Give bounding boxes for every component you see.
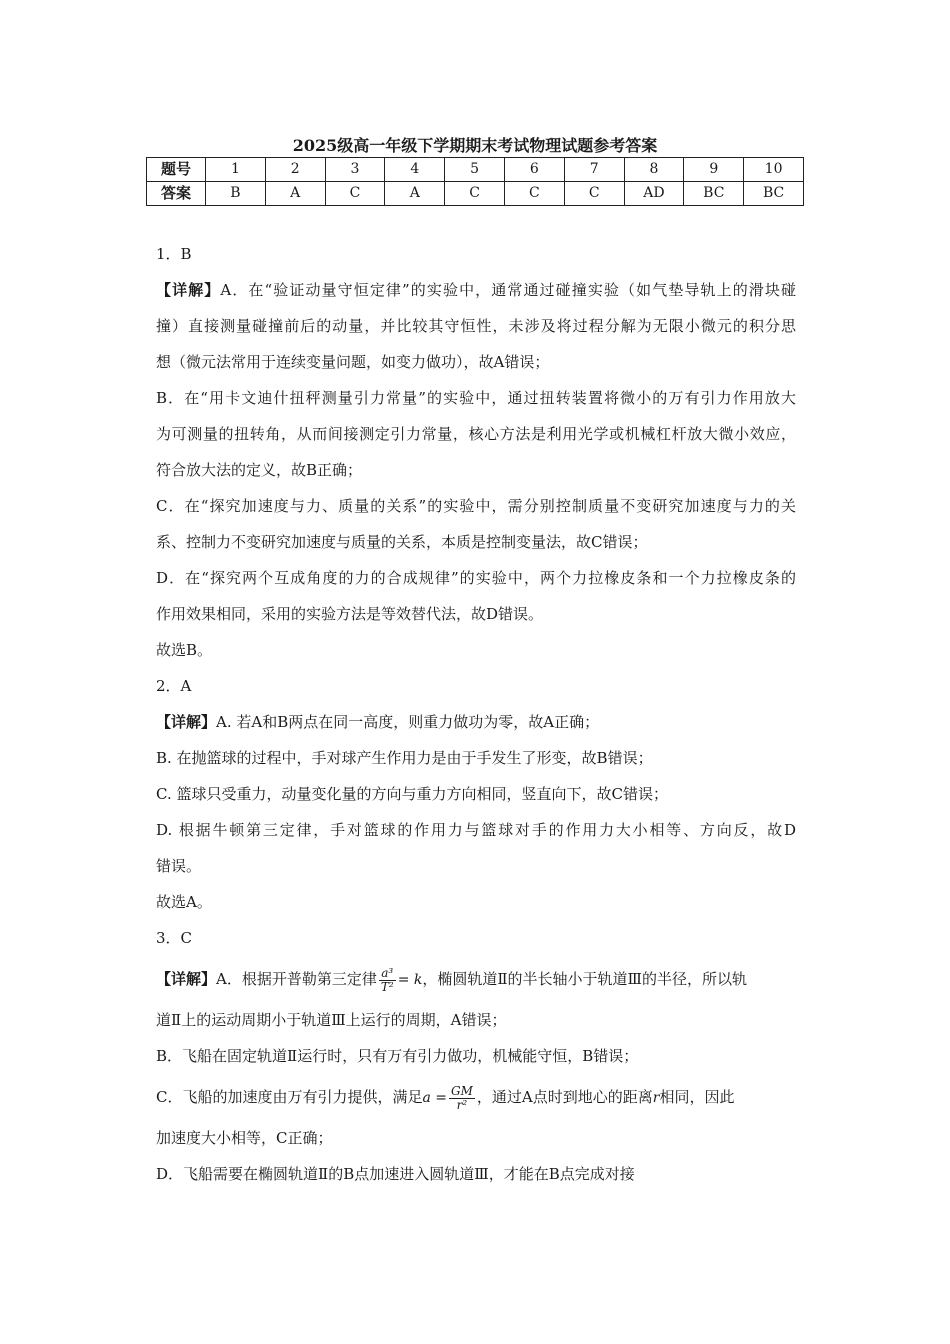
- accel-denominator: r²: [456, 1097, 468, 1112]
- accel-fraction: [449, 1085, 475, 1112]
- answer-table: [146, 157, 804, 206]
- question-number-cell: 8: [624, 158, 684, 182]
- answer-cell: B: [206, 182, 266, 206]
- accel-lhs: a =: [422, 1090, 448, 1106]
- q1-line-8: 系、控制力不变研究加速度与质量的关系，本质是控制变量法，故C错误；: [156, 533, 648, 551]
- page-title: 2025级高一年级下学期期末考试物理试题参考答案: [292, 136, 658, 155]
- q3-header: 3．C: [156, 929, 193, 947]
- q2-line-1: [156, 704, 796, 740]
- q3-line-3: B．飞船在固定轨道Ⅱ运行时，只有万有引力做功，机械能守恒，B错误；: [156, 1047, 639, 1065]
- q3-tag: 【详解】: [156, 970, 217, 988]
- q1-line-1: [156, 272, 796, 308]
- q1-line-7: C．在“探究加速度与力、质量的关系”的实验中，需分别控制质量不变研究加速度与力的关: [156, 497, 796, 515]
- answer-cell: C: [445, 182, 505, 206]
- q3-line-6: D．飞船需要在椭圆轨道Ⅱ的B点加速进入圆轨道Ⅲ，才能在B点完成对接: [156, 1165, 635, 1183]
- q1-conclusion: 故选B。: [156, 641, 213, 659]
- q1-header: 1．B: [156, 245, 192, 263]
- kepler-numerator: a³: [379, 967, 396, 981]
- q1-line-5: 为可测量的扭转角，从而间接测定引力常量，核心方法是利用光学或机械杠杆放大微小效应，: [156, 425, 796, 443]
- q1-line-3: 想（微元法常用于连续变量问题，如变力做功），故A错误；: [156, 353, 550, 371]
- question-number-header: 题号: [147, 158, 206, 182]
- q1-line-4: B．在“用卡文迪什扭秤测量引力常量”的实验中，通过扭转装置将微小的万有引力作用放大: [156, 389, 796, 407]
- answer-cell: BC: [684, 182, 744, 206]
- question-number-cell: 2: [265, 158, 325, 182]
- q3-line-4: [156, 1074, 796, 1120]
- radius-symbol: r: [652, 1090, 660, 1106]
- answer-header: 答案: [147, 182, 206, 206]
- q2-conclusion: 故选A。: [156, 893, 212, 911]
- q2-line-2: B. 在抛篮球的过程中，手对球产生作用力是由于手发生了形变，故B错误；: [156, 749, 653, 767]
- q3-line-5: 加速度大小相等，C正确；: [156, 1129, 333, 1147]
- accel-numerator: GM: [451, 1083, 473, 1098]
- answer-cell: C: [325, 182, 385, 206]
- answer-cell: AD: [624, 182, 684, 206]
- question-number-row: [147, 158, 804, 182]
- q3-line-1: [156, 956, 796, 1002]
- q3-text-4c: 相同，因此: [659, 1088, 735, 1106]
- q1-line-6: 符合放大法的定义，故B正确；: [156, 461, 363, 479]
- q3-text-4a: C．飞船的加速度由万有引力提供，满足: [156, 1088, 423, 1106]
- answer-cell: BC: [744, 182, 804, 206]
- q2-tag: 【详解】: [156, 713, 217, 731]
- answer-row: [147, 182, 804, 206]
- q2-line-3: C. 篮球只受重力，动量变化量的方向与重力方向相同，竖直向下，故C错误；: [156, 785, 668, 803]
- kepler-fraction: [379, 967, 396, 994]
- kepler-rhs: = k: [397, 972, 423, 988]
- q3-line-2: 道Ⅱ上的运动周期小于轨道Ⅲ上运行的周期，A错误；: [156, 1011, 507, 1029]
- q2-line-5: 错误。: [156, 857, 202, 875]
- kepler-denominator: T²: [380, 979, 394, 994]
- q1-line-10: 作用效果相同，采用的实验方法是等效替代法，故D错误。: [156, 605, 544, 623]
- question-number-cell: 1: [206, 158, 266, 182]
- q3-text-4b: ，通过A点时到地心的距离: [476, 1088, 653, 1106]
- q2-line-4: D. 根据牛顿第三定律，手对篮球的作用力与篮球对手的作用力大小相等、方向反，故D: [156, 821, 796, 839]
- answer-cell: A: [265, 182, 325, 206]
- answer-cell: A: [385, 182, 445, 206]
- q1-line-9: D．在“探究两个互成角度的力的合成规律”的实验中，两个力拉橡皮条和一个力拉橡皮条的: [156, 569, 796, 587]
- solutions: [156, 236, 796, 1192]
- question-number-cell: 3: [325, 158, 385, 182]
- q2-text-1: A. 若A和B两点在同一高度，则重力做功为零，故A正确；: [216, 713, 600, 731]
- q1-tag: 【详解】: [156, 281, 221, 299]
- q3-text-1a: A．根据开普勒第三定律: [216, 970, 377, 988]
- question-number-cell: 7: [564, 158, 624, 182]
- answer-cell: C: [504, 182, 564, 206]
- question-number-cell: 5: [445, 158, 505, 182]
- question-number-cell: 6: [504, 158, 564, 182]
- question-number-cell: 9: [684, 158, 744, 182]
- q2-header: 2．A: [156, 677, 192, 695]
- q3-text-1b: ，椭圆轨道Ⅱ的半长轴小于轨道Ⅲ的半径，所以轨: [422, 970, 748, 988]
- q1-line-2: 撞）直接测量碰撞前后的动量，并比较其守恒性，未涉及将过程分解为无限小微元的积分思: [156, 317, 796, 335]
- answer-cell: C: [564, 182, 624, 206]
- q1-text-1: A．在“验证动量守恒定律”的实验中，通常通过碰撞实验（如气垫导轨上的滑块碰: [220, 281, 796, 299]
- question-number-cell: 10: [744, 158, 804, 182]
- question-number-cell: 4: [385, 158, 445, 182]
